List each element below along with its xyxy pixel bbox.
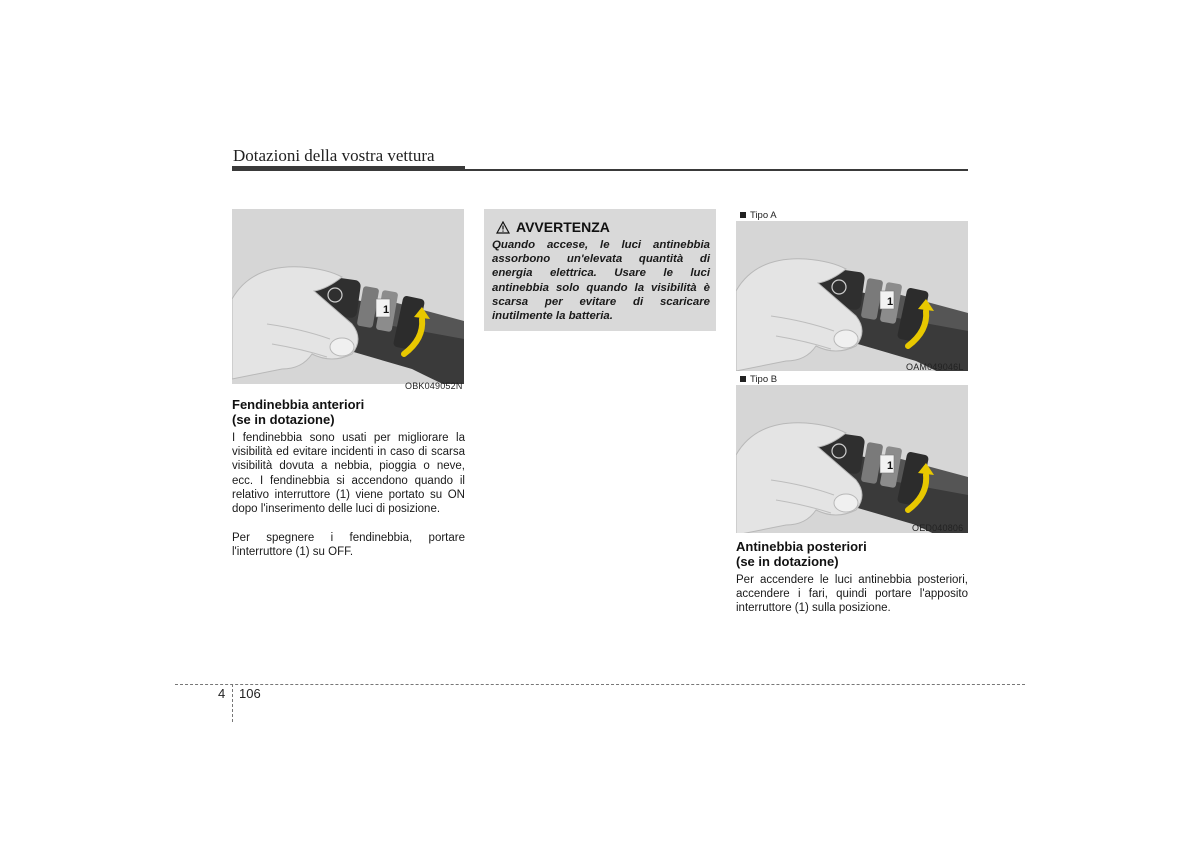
square-bullet-icon <box>740 376 746 382</box>
footer-rule <box>175 684 1025 685</box>
header-rule-thick <box>232 166 465 171</box>
type-a-label: Tipo A <box>740 210 777 221</box>
figure-type-a <box>736 221 968 371</box>
footer-vertical-rule <box>232 684 233 722</box>
warning-text: Quando accese, le luci antinebbia assorbono un'elevata quantità di energia elettrica. Usare le luci antinebbia solo quando la visibilità è scarsa per evitare di scaricare inutilmente la batteria. <box>492 239 710 323</box>
para-front-fog-2: Per spegnere i fendinebbia, portare l'interruttore (1) su OFF. <box>232 532 465 559</box>
header-rule-thin <box>465 169 968 171</box>
warning-box <box>484 209 716 331</box>
para-front-fog-1: I fendinebbia sono usati per migliorare la visibilità ed evitare incidenti in caso di scarsa visibilità dovuta a nebbia, pioggia o neve, ecc. I fendinebbia si accendono quando il relativo interruttore (1) viene portato su ON dopo l'inserimento delle luci di posizione. <box>232 432 465 516</box>
type-b-label: Tipo B <box>740 374 777 385</box>
heading-rear-fog: Antinebbia posteriori (se in dotazione) <box>736 539 867 569</box>
para-rear-fog: Per accendere le luci antinebbia posteriori, accendere i fari, quindi portare l'apposito interruttore (1) sulla posizione. <box>736 574 968 615</box>
figure-code-type-a: OAM049046L <box>906 362 964 372</box>
warning-triangle-icon <box>496 221 510 234</box>
square-bullet-icon <box>740 212 746 218</box>
figure-type-b <box>736 385 968 533</box>
heading-front-fog: Fendinebbia anteriori (se in dotazione) <box>232 397 365 427</box>
callout-1-type-b: 1 <box>887 460 894 472</box>
figure-front-fog-switch <box>232 209 464 384</box>
figure-code-left: OBK049052N <box>405 381 463 391</box>
callout-1-type-a: 1 <box>887 296 894 308</box>
callout-1: 1 <box>383 304 390 316</box>
page-number: 106 <box>239 686 261 701</box>
page-header-title: Dotazioni della vostra vettura <box>233 146 435 165</box>
figure-code-type-b: OED040806 <box>912 523 964 533</box>
warning-title: AVVERTENZA <box>496 219 610 235</box>
chapter-number: 4 <box>218 686 226 701</box>
